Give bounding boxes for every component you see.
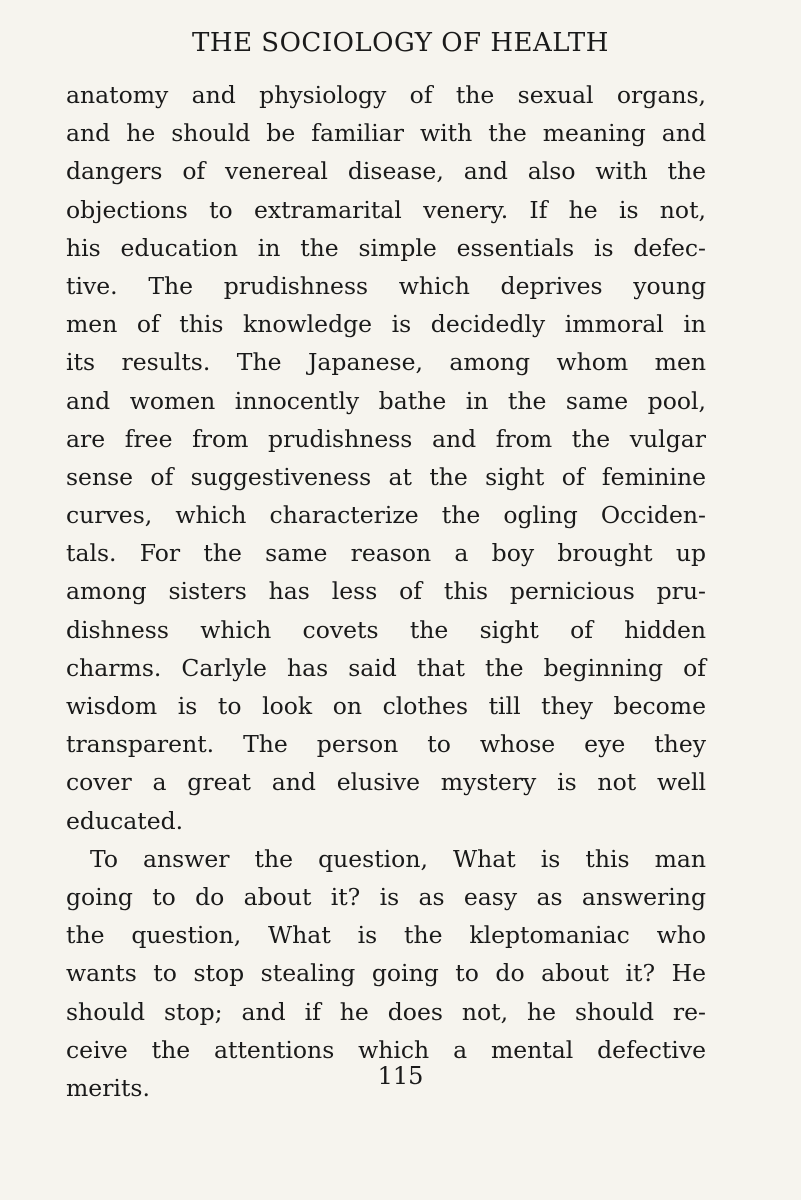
- text-line: and women innocently bathe in the same pool,: [66, 386, 706, 415]
- text-line: and he should be familiar with the meaning and: [66, 119, 706, 148]
- running-head: THE SOCIOLOGY OF HEALTH: [192, 28, 609, 58]
- text-line: charms. Carlyle has said that the beginning of: [66, 653, 706, 682]
- text-line: wisdom is to look on clothes till they become: [66, 692, 706, 720]
- text-line: tive. The prudishness which deprives young: [66, 271, 706, 300]
- text-line: ceive the attentions which a mental defective: [66, 1035, 706, 1064]
- page-number: 115: [377, 1062, 424, 1090]
- text-line: objections to extramarital venery. If he is not,: [66, 195, 706, 224]
- text-line: curves, which characterize the ogling Occiden-: [66, 501, 706, 530]
- text-line: sense of suggestiveness at the sight of feminine: [66, 462, 706, 491]
- text-line: the question, What is the kleptomaniac who: [66, 921, 706, 950]
- text-line: wants to stop stealing going to do about it? He: [66, 959, 706, 988]
- text-line: educated.: [66, 806, 184, 835]
- text-line: cover a great and elusive mystery is not well: [66, 768, 706, 797]
- text-line: men of this knowledge is decidedly immoral in: [66, 310, 706, 339]
- text-line: dangers of venereal disease, and also with the: [66, 157, 706, 186]
- text-line: merits.: [66, 1073, 150, 1102]
- text-line: To answer the question, What is this man: [90, 844, 706, 873]
- text-line: are free from prudishness and from the vulgar: [66, 424, 706, 453]
- text-line: tals. For the same reason a boy brought up: [66, 539, 706, 568]
- text-line: anatomy and physiology of the sexual organs,: [66, 81, 706, 109]
- text-line: transparent. The person to whose eye they: [66, 730, 706, 759]
- text-line: should stop; and if he does not, he should re-: [66, 997, 706, 1026]
- body-text: [66, 76, 706, 1107]
- text-line: his education in the simple essentials is defec-: [66, 233, 706, 262]
- text-line: its results. The Japanese, among whom men: [66, 348, 706, 377]
- text-line: going to do about it? is as easy as answering: [66, 882, 706, 911]
- text-line: among sisters has less of this pernicious pru-: [66, 577, 706, 606]
- text-line: dishness which covets the sight of hidden: [66, 615, 706, 644]
